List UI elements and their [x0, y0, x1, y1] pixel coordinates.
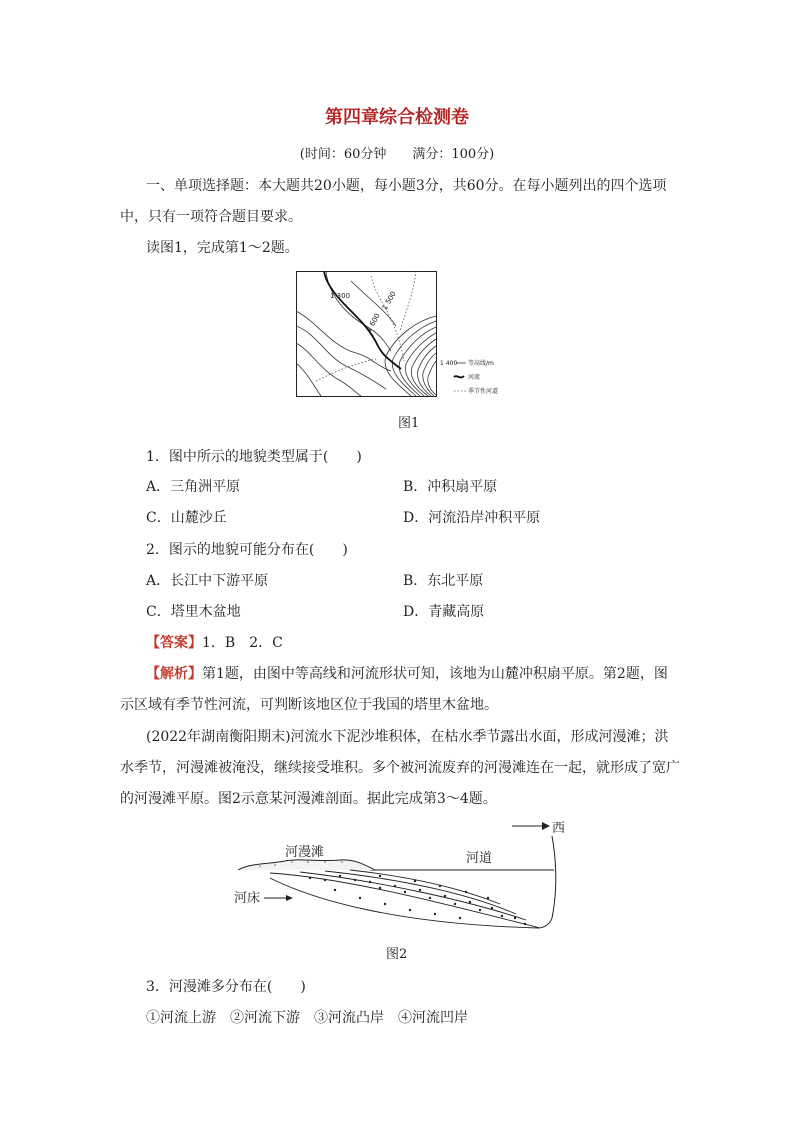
question3-options: ①河流上游 ②河流下游 ③河流凸岸 ④河流凹岸 [146, 1010, 468, 1026]
label-river-channel: 河道 [466, 851, 493, 866]
legend-contour-sample: 1 400 [440, 360, 458, 367]
question1-option-c: C．山麓沙丘 [146, 510, 227, 526]
answer-text: 1．B 2．C [202, 635, 283, 651]
analysis-text-line1: 第1题，由图中等高线和河流形状可知，该地为山麓冲积扇平原。第2题，图 [202, 666, 668, 682]
answer-tag: 【答案】 [146, 635, 202, 651]
page-title: 第四章综合检测卷 [325, 107, 469, 128]
figure2-caption: 图2 [386, 947, 408, 962]
label-riverbed: 河床 [234, 891, 261, 906]
question2-option-a: A．长江中下游平原 [146, 573, 269, 589]
question3-stem: 3．河漫滩多分布在( ) [146, 979, 306, 995]
question2-option-c: C．塔里木盆地 [146, 604, 241, 620]
figure1-contour-map [296, 271, 506, 398]
section-instruction-line1: 一、单项选择题：本大题共20小题，每小题3分，共60分。在每小题列出的四个选项 [146, 178, 667, 194]
analysis-line2: 示区域有季节性河流，可判断该地区位于我国的塔里木盆地。 [120, 697, 498, 713]
analysis-line1 [146, 664, 668, 684]
question1-option-b: B．冲积扇平原 [403, 479, 498, 495]
question1-stem: 1．图中所示的地貌类型属于( ) [146, 449, 362, 465]
passage2-line1: (2022年湖南衡阳期末)河流水下泥沙堆积体，在枯水季节露出水面，形成河漫滩；洪 [146, 729, 669, 745]
label-floodplain: 河漫滩 [285, 845, 325, 860]
exam-info: (时间：60分钟 满分：100分) [299, 147, 495, 162]
question2-option-b: B．东北平原 [403, 573, 484, 589]
passage2-line2: 水季节，河漫滩被淹没，继续接受堆积。多个被河流废弃的河漫滩连在一起，就形成了宽广 [120, 760, 680, 776]
passage2-line3: 的河漫滩平原。图2示意某河漫滩剖面。据此完成第3～4题。 [120, 791, 497, 807]
contour-label-1500: 1 500 [380, 290, 398, 312]
analysis-tag: 【解析】 [146, 666, 202, 682]
legend-seasonal-label: 季节性河道 [468, 388, 499, 395]
direction-west-label: 西 [552, 821, 566, 836]
question1-option-a: A．三角洲平原 [146, 479, 241, 495]
legend-contour-label: 等高线/m [468, 360, 494, 367]
legend-river-symbol [454, 376, 464, 377]
figure2-floodplain-section [230, 818, 570, 934]
contour-label-1600: 1 600 [364, 312, 382, 334]
figure1-caption: 图1 [398, 416, 420, 431]
contour-label-1300: 1 300 [330, 292, 351, 300]
section-instruction-line2: 中，只有一项符合题目要求。 [120, 209, 302, 225]
answer-line [146, 633, 283, 653]
question2-stem: 2．图示的地貌可能分布在( ) [146, 542, 348, 558]
read-figure1-instruction: 读图1，完成第1～2题。 [146, 240, 299, 256]
legend-river-label: 河流 [468, 374, 481, 381]
question1-option-d: D．河流沿岸冲积平原 [403, 510, 541, 526]
question2-option-d: D．青藏高原 [403, 604, 485, 620]
